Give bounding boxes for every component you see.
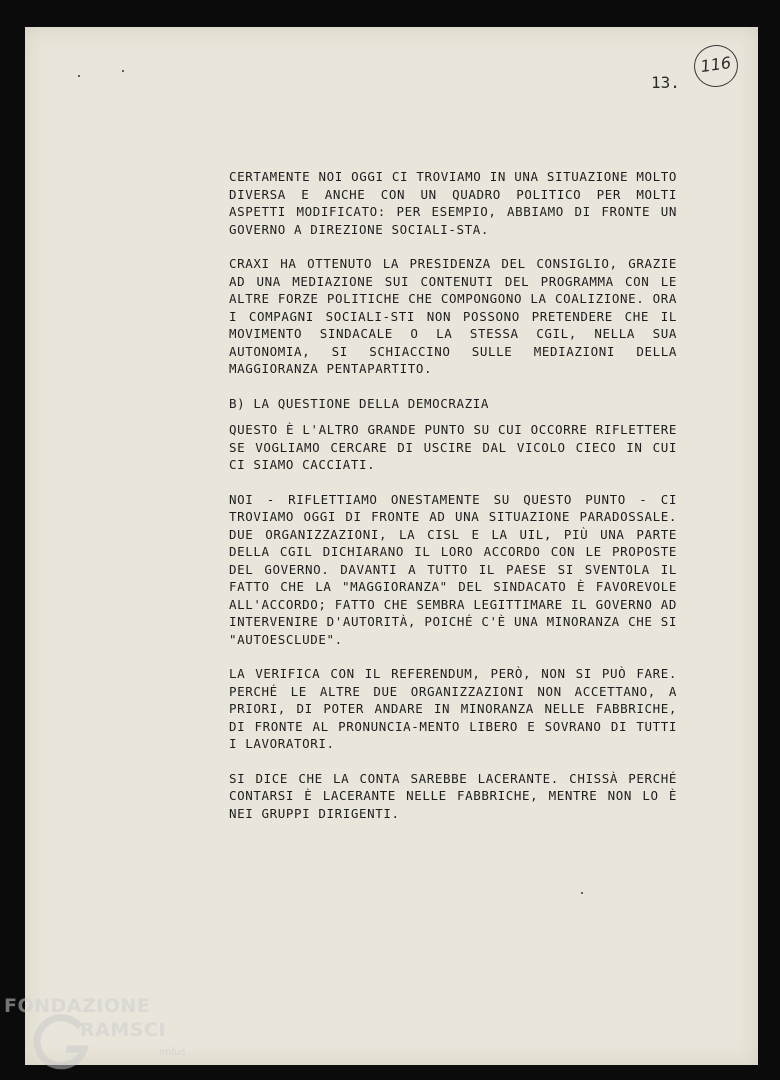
- paragraph: QUESTO È L'ALTRO GRANDE PUNTO SU CUI OCCORRE RIFLETTERE SE VOGLIAMO CERCARE DI USCIRE DAL VICOLO CIECO IN CUI CI SIAMO CACCIATI.: [229, 422, 677, 472]
- paragraph: CERTAMENTE NOI OGGI CI TROVIAMO IN UNA SITUAZIONE MOLTO DIVERSA E ANCHE CON UN QUADRO POLITICO PER MOLTI ASPETTI MODIFICATO: PER ESEMPIO, ABBIAMO DI FRONTE UN GOVERNO A DIREZIONE SOCIALI-STA.: [229, 169, 677, 237]
- page-number: 13.: [651, 73, 680, 92]
- watermark-logo: [4, 995, 204, 1075]
- paper-speck: [581, 892, 583, 894]
- watermark-line2: RAMSCI: [80, 1019, 166, 1041]
- folio-number: 116: [699, 52, 733, 77]
- paragraph: LA VERIFICA CON IL REFERENDUM, PERÒ, NON SI PUÒ FARE. PERCHÉ LE ALTRE DUE ORGANIZZAZIONI NON ACCETTANO, A PRIORI, DI POTER ANDARE IN MINORANZA NELLE FABBRICHE, DI FRONTE AL PRONUNCIA-MENTO LIBERO E SOVRANO DI TUTTI I LAVORATORI.: [229, 666, 677, 751]
- paragraph: CRAXI HA OTTENUTO LA PRESIDENZA DEL CONSIGLIO, GRAZIE AD UNA MEDIAZIONE SUI CONTENUTI DEL PROGRAMMA CON LE ALTRE FORZE POLITICHE CHE COMPONGONO LA COALIZIONE. ORA I COMPAGNI SOCIALI-STI NON POSSONO PRETENDERE CHE IL MOVIMENTO SINDACALE O LA STESSA CGIL, NELLA SUA AUTONOMIA, SI SCHIACCINO SULLE MEDIAZIONI DELLA MAGGIORANZA PENTAPARTITO.: [229, 256, 677, 376]
- paragraph: SI DICE CHE LA CONTA SAREBBE LACERANTE. CHISSÀ PERCHÉ CONTARSI È LACERANTE NELLE FABBRICHE, MENTRE NON LO È NEI GRUPPI DIRIGENTI.: [229, 770, 677, 821]
- document-body: [229, 168, 677, 839]
- watermark-line3: onlus: [159, 1047, 186, 1058]
- paper-speck: [122, 70, 124, 72]
- section-heading: B) LA QUESTIONE DELLA DEMOCRAZIA: [229, 395, 490, 411]
- paragraph: NOI - RIFLETTIAMO ONESTAMENTE SU QUESTO PUNTO - CI TROVIAMO OGGI DI FRONTE AD UNA SITUAZIONE PARADOSSALE. DUE ORGANIZZAZIONI, LA CISL E LA UIL, PIÙ UNA PARTE DELLA CGIL DICHIARANO IL LORO ACCORDO CON LE PROPOSTE DEL GOVERNO. DAVANTI A TUTTO IL PAESE SI SVENTOLA IL FATTO CHE LA "MAGGIORANZA" DEL SINDACATO È FAVOREVOLE ALL'ACCORDO; FATTO CHE SEMBRA LEGITTIMARE IL GOVERNO AD INTERVENIRE D'AUTORITÀ, POICHÉ C'È UNA MINORANZA CHE SI "AUTOESCLUDE".: [229, 491, 677, 647]
- paper-speck: [78, 75, 80, 77]
- watermark-line1: FONDAZIONE: [4, 995, 151, 1017]
